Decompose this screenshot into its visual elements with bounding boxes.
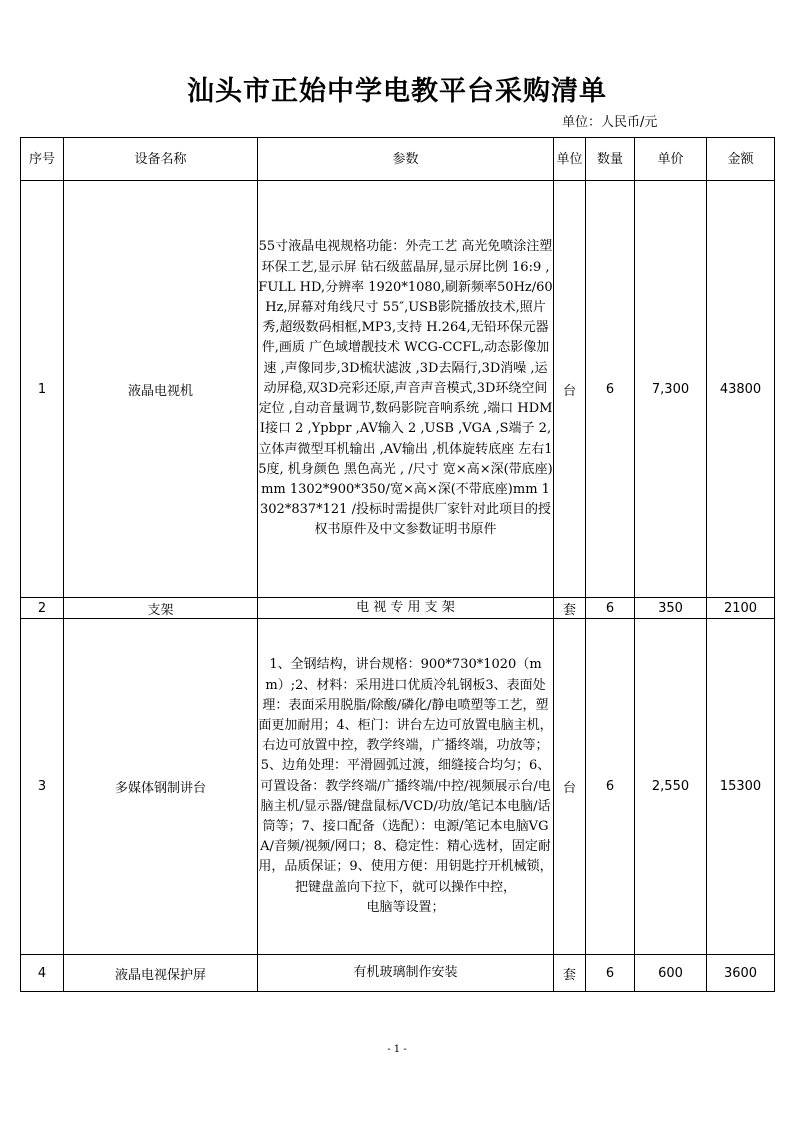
header-params: 参数: [258, 138, 554, 181]
row-price: 7,300: [635, 181, 707, 598]
table-row: [21, 955, 775, 992]
row-amount: 2100: [707, 598, 775, 619]
row-params: [258, 619, 554, 955]
row-name: 支架: [64, 598, 258, 619]
row-price: 350: [635, 598, 707, 619]
row-unit: 套: [554, 955, 586, 992]
row-qty: 6: [586, 181, 635, 598]
row-unit: 台: [554, 181, 586, 598]
row-unit: 台: [554, 619, 586, 955]
header-name: 设备名称: [64, 138, 258, 181]
document-title: 汕头市正始中学电教平台采购清单: [187, 76, 607, 107]
row-name: 液晶电视机: [64, 181, 258, 598]
row-amount: 15300: [707, 619, 775, 955]
row-name: 液晶电视保护屏: [64, 955, 258, 992]
header-price: 单价: [635, 138, 707, 181]
row-name: 多媒体钢制讲台: [64, 619, 258, 955]
row-no: 1: [21, 181, 64, 598]
table-row: [21, 181, 775, 598]
header-amount: 金额: [707, 138, 775, 181]
header-unit: 单位: [554, 138, 586, 181]
row-params-body: 1、全钢结构，讲台规格：900*730*1020（mm）;2、材料：采用进口优质冷轧钢板3、表面处理：表面采用脱脂/除酸/磷化/静电喷塑等工艺，塑面更加耐用；4、柜门：讲台左边可放置电脑主机，右边可放置中控，教学终端，广播终端，功放等；5、边角处理：平滑圆弧过渡，细缝接合均匀；6、可置设备：教学终端/广播终端/中控/视频展示台/电脑主机/显示器/键盘鼠标/VCD/功放/笔记本电脑/话筒等；7、接口配备（选配）：电源/笔记本电脑VGA/音频/视频/网口；8、稳定性：精心选材，固定耐用，品质保证；9、使用方便：用钥匙拧开机械锁，把键盘盖向下拉下，就可以操作中控，: [258, 657, 553, 895]
row-amount: 43800: [707, 181, 775, 598]
page-number: - 1 -: [387, 1044, 407, 1055]
row-no: 4: [21, 955, 64, 992]
row-unit: 套: [554, 598, 586, 619]
row-params: 55寸液晶电视规格功能：外壳工艺 高光免喷涂注塑环保工艺,显示屏 钻石级蓝晶屏,显示屏比例 16:9 ,FULL HD,分辨率 1920*1080,刷新频率50Hz/60Hz,屏幕对角线尺寸 55″,USB影院播放技术,照片秀,超级数码相框,MP3,支持 H.264,无铅环保元器件,画质 广色域增靓技术 WCG-CCFL,动态影像加速 ,声像同步,3D梳状滤波 ,3D去隔行,3D消噪 ,运动屏稳,双3D亮彩还原,声音声音模式,3D环绕空间定位 ,自动音量调节,数码影院音响系统 ,端口 HDMI接口 2 ,Ypbpr ,AV输入 2 ,USB ,VGA ,S端子 2,立体声微型耳机输出 ,AV输出 ,机体旋转底座 左右15度, 机身颜色 黑色高光 , /尺寸 宽×高×深(带底座)mm 1302*900*350/宽×高×深(不带底座)mm 1302*837*121 /投标时需提供厂家针对此项目的授权书原件及中文参数证明书原件: [258, 181, 554, 598]
table-row: [21, 619, 775, 955]
row-no: 3: [21, 619, 64, 955]
header-row: [21, 138, 775, 181]
header-no: 序号: [21, 138, 64, 181]
row-params-tail: 电脑等设置；: [366, 899, 445, 915]
row-amount: 3600: [707, 955, 775, 992]
row-params: 有机玻璃制作安装: [258, 955, 554, 992]
row-price: 2,550: [635, 619, 707, 955]
table-row: [21, 598, 775, 619]
row-price: 600: [635, 955, 707, 992]
row-no: 2: [21, 598, 64, 619]
row-qty: 6: [586, 598, 635, 619]
row-qty: 6: [586, 955, 635, 992]
row-qty: 6: [586, 619, 635, 955]
currency-unit-note: 单位：人民币/元: [562, 115, 658, 130]
row-params: 电 视 专 用 支 架: [258, 598, 554, 619]
procurement-table: [20, 137, 775, 992]
header-qty: 数量: [586, 138, 635, 181]
